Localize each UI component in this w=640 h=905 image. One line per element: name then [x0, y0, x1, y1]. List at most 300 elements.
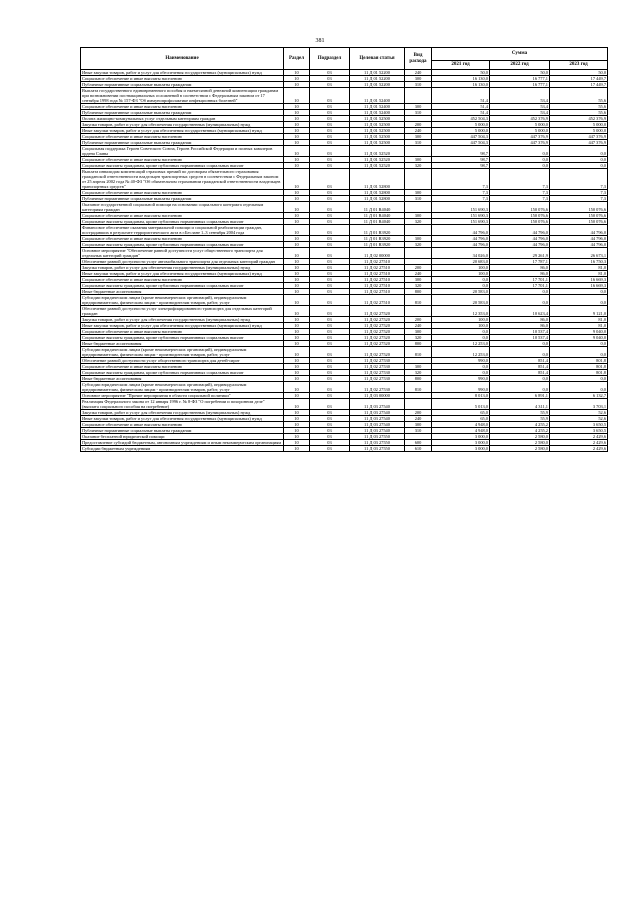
cell-2021: 44 796,0: [432, 242, 490, 248]
cell-2022: 4 255,2: [490, 422, 550, 428]
cell-2022: 0,0: [490, 347, 550, 358]
cell-2021: 100,0: [432, 271, 490, 277]
cell-2022: 5 000,0: [490, 122, 550, 128]
cell-name: Закупка товаров, работ и услуг для обеспечения государственных (муниципальных) нужд: [81, 122, 284, 128]
cell-subsection: 03: [310, 422, 350, 428]
cell-section: 10: [284, 283, 310, 289]
cell-2021: 16 130,0: [432, 82, 490, 88]
cell-name: Субсидии юридическим лицам (кроме некоммерческих организаций), индивидуальным предпринимателям, физическим лицам - производителям товаров, работ, услуг: [81, 382, 284, 393]
cell-kind: 300: [405, 134, 432, 140]
cell-2022: 86,0: [490, 317, 550, 323]
cell-section: 10: [284, 341, 310, 347]
cell-2023: 447 376,9: [550, 134, 608, 140]
cell-2022: 851,4: [490, 358, 550, 364]
cell-kind: [405, 306, 432, 317]
cell-section: 10: [284, 317, 310, 323]
cell-2022: 44 796,0: [490, 242, 550, 248]
cell-2021: 98,7: [432, 157, 490, 163]
cell-target: 11 Д 01 52520: [350, 146, 405, 157]
cell-target: 11 Д 01 R3920: [350, 236, 405, 242]
cell-2022: 86,0: [490, 265, 550, 271]
cell-subsection: 03: [310, 70, 350, 76]
header-year-2021: 2021 год: [432, 61, 490, 70]
cell-2023: 16 750,3: [550, 259, 608, 265]
cell-subsection: 03: [310, 440, 350, 446]
cell-target: 11 Д 01 52200: [350, 70, 405, 76]
cell-subsection: 03: [310, 82, 350, 88]
cell-2021: 65,0: [432, 416, 490, 422]
cell-target: 11 Д 01 52520: [350, 157, 405, 163]
cell-target: 11 Д 02 27510: [350, 295, 405, 306]
cell-2023: 801,8: [550, 358, 608, 364]
cell-name: Социальные выплаты гражданам, кроме публичных нормативных социальных выплат: [81, 163, 284, 169]
cell-2023: 9 121,0: [550, 306, 608, 317]
cell-target: 11 Д 02 27520: [350, 335, 405, 341]
cell-2022: 7,3: [490, 190, 550, 196]
cell-target: 11 Д 03 27540: [350, 428, 405, 434]
cell-kind: 200: [405, 265, 432, 271]
cell-subsection: 03: [310, 376, 350, 382]
cell-2023: 0,0: [550, 376, 608, 382]
cell-2022: 0,0: [490, 341, 550, 347]
cell-2021: 0,0: [432, 277, 490, 283]
cell-kind: [405, 399, 432, 410]
cell-2021: 0,0: [432, 283, 490, 289]
cell-name: Обеспечение равной доступности услуг общественного транспорта для детей-сирот: [81, 358, 284, 364]
cell-2023: 50,0: [550, 70, 608, 76]
cell-2021: 20 583,0: [432, 289, 490, 295]
table-row: [81, 146, 608, 157]
cell-2021: 447 504,3: [432, 134, 490, 140]
cell-name: Оказание бесплатной юридической помощи: [81, 434, 284, 440]
cell-2021: 7,3: [432, 169, 490, 190]
header-kind: Вид расхода: [405, 48, 432, 70]
cell-section: 10: [284, 225, 310, 236]
cell-2023: 0,0: [550, 347, 608, 358]
cell-target: 11 Д 02 27520: [350, 317, 405, 323]
cell-2021: 65,0: [432, 410, 490, 416]
cell-name: Социальные выплаты гражданам, кроме публичных нормативных социальных выплат: [81, 242, 284, 248]
cell-2023: 55,6: [550, 110, 608, 116]
cell-subsection: 03: [310, 169, 350, 190]
cell-kind: 240: [405, 416, 432, 422]
cell-2021: 151 690,3: [432, 202, 490, 213]
cell-name: Субсидии бюджетным учреждениям: [81, 446, 284, 452]
cell-section: 10: [284, 265, 310, 271]
cell-2022: 10 623,4: [490, 306, 550, 317]
cell-2022: 53,4: [490, 88, 550, 104]
cell-2021: 12 353,0: [432, 306, 490, 317]
cell-kind: 300: [405, 364, 432, 370]
cell-name: Социальное обеспечение и иные выплаты населению: [81, 190, 284, 196]
cell-2021: 0,0: [432, 370, 490, 376]
cell-name: Иные бюджетные ассигнования: [81, 341, 284, 347]
cell-subsection: 03: [310, 364, 350, 370]
cell-2023: 3 650,5: [550, 422, 608, 428]
cell-name: Субсидии юридическим лицам (кроме некоммерческих организаций), индивидуальным предпринимателям, физическим лицам - производителям товаров, работ, услуг: [81, 347, 284, 358]
cell-kind: 300: [405, 157, 432, 163]
cell-name: Социальное обеспечение и иные выплаты населению: [81, 213, 284, 219]
cell-subsection: 03: [310, 271, 350, 277]
cell-kind: 310: [405, 428, 432, 434]
cell-2023: 0,0: [550, 289, 608, 295]
cell-2023: 44 796,0: [550, 225, 608, 236]
cell-name: Иные закупки товаров, работ и услуг для обеспечения государственных (муниципальных) нужд: [81, 128, 284, 134]
cell-subsection: 03: [310, 196, 350, 202]
cell-target: 11 Д 01 52200: [350, 82, 405, 88]
cell-2021: 5 013,0: [432, 399, 490, 410]
cell-2021: 151 690,3: [432, 219, 490, 225]
cell-section: 10: [284, 434, 310, 440]
cell-subsection: 03: [310, 236, 350, 242]
cell-subsection: 03: [310, 248, 350, 259]
cell-target: 11 Д 01 52800: [350, 196, 405, 202]
cell-kind: 300: [405, 422, 432, 428]
cell-name: Основное мероприятие "Обеспечение равной доступности услуг общественного транспорта для отдельных категорий граждан": [81, 248, 284, 259]
cell-2021: 0,0: [432, 364, 490, 370]
cell-subsection: 03: [310, 122, 350, 128]
cell-section: 10: [284, 134, 310, 140]
cell-2021: 3 000,0: [432, 434, 490, 440]
cell-2022: 851,4: [490, 370, 550, 376]
cell-2023: 17 449,7: [550, 82, 608, 88]
cell-2021: 98,7: [432, 146, 490, 157]
cell-2022: 0,0: [490, 163, 550, 169]
cell-2023: 3 703,1: [550, 399, 608, 410]
cell-subsection: 03: [310, 446, 350, 452]
cell-kind: 300: [405, 104, 432, 110]
cell-2022: 17 701,1: [490, 283, 550, 289]
cell-2023: 7,3: [550, 169, 608, 190]
cell-name: Публичные нормативные социальные выплаты гражданам: [81, 110, 284, 116]
cell-2022: 10 537,4: [490, 329, 550, 335]
cell-subsection: 03: [310, 399, 350, 410]
cell-section: 10: [284, 104, 310, 110]
cell-2021: 4 948,0: [432, 422, 490, 428]
header-target: Целевая статья: [350, 48, 405, 70]
cell-name: Иные закупки товаров, работ и услуг для обеспечения государственных (муниципальных) нужд: [81, 323, 284, 329]
cell-section: 10: [284, 370, 310, 376]
cell-target: 11 Д 01 52800: [350, 190, 405, 196]
header-subsection: Подраздел: [310, 48, 350, 70]
cell-target: 11 Д 01 R3920: [350, 225, 405, 236]
cell-target: 11 Д 02 27520: [350, 341, 405, 347]
cell-target: 11 Д 03 27550: [350, 446, 405, 452]
cell-2023: 0,0: [550, 382, 608, 393]
cell-2022: 0,0: [490, 295, 550, 306]
cell-2021: 4 948,0: [432, 428, 490, 434]
cell-name: Социальное обеспечение и иные выплаты населению: [81, 157, 284, 163]
cell-name: Оказание государственной социальной помощи на основании социального контракта отдельным категориям граждан: [81, 202, 284, 213]
cell-subsection: 03: [310, 306, 350, 317]
cell-target: 11 Д 01 R4040: [350, 219, 405, 225]
cell-2023: 16 669,3: [550, 283, 608, 289]
header-name: Наименование: [81, 48, 284, 70]
table-row: [81, 347, 608, 358]
cell-2023: 150 076,6: [550, 213, 608, 219]
cell-name: Социальное обеспечение и иные выплаты населению: [81, 134, 284, 140]
cell-name: Социальные выплаты гражданам, кроме публичных нормативных социальных выплат: [81, 335, 284, 341]
cell-name: Обеспечение равной доступности услуг электрифицированного транспорта для отдельных категорий граждан: [81, 306, 284, 317]
cell-kind: 300: [405, 213, 432, 219]
cell-target: 11 Д 02 27510: [350, 259, 405, 265]
cell-target: 11 Д 02 27520: [350, 347, 405, 358]
cell-2023: 44 796,0: [550, 242, 608, 248]
cell-section: 10: [284, 213, 310, 219]
cell-subsection: 03: [310, 140, 350, 146]
cell-kind: 300: [405, 236, 432, 242]
cell-target: 11 Д 02 27510: [350, 283, 405, 289]
cell-2021: 44 796,0: [432, 225, 490, 236]
cell-target: 11 Д 03 00000: [350, 393, 405, 399]
table-row: [81, 295, 608, 306]
cell-name: Закупка товаров, работ и услуг для обеспечения государственных (муниципальных) нужд: [81, 317, 284, 323]
cell-target: 11 Д 02 27530: [350, 370, 405, 376]
cell-section: 10: [284, 323, 310, 329]
cell-section: 10: [284, 358, 310, 364]
cell-kind: 240: [405, 70, 432, 76]
cell-name: Реализация Федерального закона от 12 января 1996 г. № 8-ФЗ "О погребении и похоронном деле" (выплата социального пособия на погребение): [81, 399, 284, 410]
cell-target: 11 Д 02 27510: [350, 289, 405, 295]
cell-kind: 320: [405, 242, 432, 248]
table-row: [81, 399, 608, 410]
cell-name: Иные бюджетные ассигнования: [81, 289, 284, 295]
cell-2021: 5 000,0: [432, 122, 490, 128]
cell-kind: [405, 202, 432, 213]
cell-2023: 452 376,9: [550, 116, 608, 122]
cell-2022: 86,0: [490, 323, 550, 329]
cell-2021: 12 253,0: [432, 341, 490, 347]
cell-2022: 4 311,1: [490, 399, 550, 410]
cell-section: 10: [284, 410, 310, 416]
cell-name: Иные закупки товаров, работ и услуг для обеспечения государственных (муниципальных) нужд: [81, 416, 284, 422]
cell-subsection: 03: [310, 428, 350, 434]
cell-subsection: 03: [310, 225, 350, 236]
cell-name: Иные закупки товаров, работ и услуг для обеспечения государственных (муниципальных) нужд: [81, 271, 284, 277]
cell-section: 10: [284, 128, 310, 134]
cell-2021: 447 504,3: [432, 140, 490, 146]
cell-2021: 50,0: [432, 70, 490, 76]
cell-kind: [405, 225, 432, 236]
cell-2023: 801,8: [550, 364, 608, 370]
cell-2023: 81,0: [550, 265, 608, 271]
cell-section: 10: [284, 236, 310, 242]
cell-section: 10: [284, 422, 310, 428]
cell-kind: 200: [405, 410, 432, 416]
cell-target: 11 Д 02 27510: [350, 277, 405, 283]
cell-2021: 8 013,0: [432, 393, 490, 399]
cell-2023: 55,6: [550, 104, 608, 110]
cell-2022: 10 537,4: [490, 335, 550, 341]
cell-2023: 2 429,6: [550, 434, 608, 440]
cell-section: 10: [284, 347, 310, 358]
cell-2022: 0,0: [490, 382, 550, 393]
cell-kind: 320: [405, 219, 432, 225]
cell-2023: 17 449,7: [550, 76, 608, 82]
cell-2022: 16 777,1: [490, 76, 550, 82]
cell-subsection: 03: [310, 317, 350, 323]
cell-kind: 800: [405, 376, 432, 382]
cell-2021: 5 000,0: [432, 128, 490, 134]
cell-2021: 51,4: [432, 88, 490, 104]
cell-kind: 300: [405, 277, 432, 283]
cell-section: 10: [284, 364, 310, 370]
cell-section: 10: [284, 76, 310, 82]
cell-subsection: 03: [310, 370, 350, 376]
cell-section: 10: [284, 289, 310, 295]
cell-2023: 55,6: [550, 88, 608, 104]
cell-2021: 34 026,0: [432, 248, 490, 259]
cell-subsection: 03: [310, 242, 350, 248]
cell-target: 11 Д 03 27540: [350, 422, 405, 428]
cell-subsection: 03: [310, 128, 350, 134]
cell-target: 11 Д 02 27520: [350, 323, 405, 329]
cell-2022: 0,0: [490, 376, 550, 382]
cell-2023: 5 000,0: [550, 128, 608, 134]
cell-2023: 150 076,6: [550, 202, 608, 213]
cell-2022: 44 796,0: [490, 236, 550, 242]
cell-target: 11 Д 02 27530: [350, 364, 405, 370]
cell-name: Публичные нормативные социальные выплаты гражданам: [81, 82, 284, 88]
cell-subsection: 03: [310, 104, 350, 110]
cell-target: 11 Д 01 52400: [350, 104, 405, 110]
cell-2022: 55,9: [490, 410, 550, 416]
cell-2021: 100,0: [432, 323, 490, 329]
cell-kind: 200: [405, 317, 432, 323]
cell-name: Социальное обеспечение и иные выплаты населению: [81, 104, 284, 110]
cell-name: Финансовое обеспечение оказания материальной помощи и социальной реабилитации граждан, пострадавших в результате террористического акта в г.Беслане 1–3 сентября 2004 года: [81, 225, 284, 236]
cell-subsection: 03: [310, 341, 350, 347]
cell-2023: 44 796,0: [550, 236, 608, 242]
cell-2021: 7,3: [432, 196, 490, 202]
table-row: [81, 225, 608, 236]
budget-table: [80, 47, 608, 452]
cell-target: 11 Д 03 27540: [350, 410, 405, 416]
cell-kind: [405, 248, 432, 259]
cell-section: 10: [284, 382, 310, 393]
cell-2021: 44 796,0: [432, 236, 490, 242]
cell-section: 10: [284, 157, 310, 163]
cell-kind: 810: [405, 295, 432, 306]
cell-2022: 0,0: [490, 146, 550, 157]
cell-kind: [405, 88, 432, 104]
cell-section: 10: [284, 140, 310, 146]
cell-2022: 2 580,0: [490, 440, 550, 446]
cell-2023: 9 040,0: [550, 335, 608, 341]
cell-kind: 320: [405, 370, 432, 376]
cell-target: 11 Д 01 R4040: [350, 213, 405, 219]
cell-kind: 810: [405, 382, 432, 393]
cell-2023: 0,0: [550, 146, 608, 157]
cell-section: 10: [284, 82, 310, 88]
cell-2021: 990,0: [432, 376, 490, 382]
table-row: [81, 446, 608, 452]
cell-2023: 26 673,1: [550, 248, 608, 259]
table-row: [81, 202, 608, 213]
cell-2023: 447 376,9: [550, 140, 608, 146]
cell-2022: 2 580,0: [490, 446, 550, 452]
cell-section: 10: [284, 399, 310, 410]
cell-2023: 9 040,0: [550, 329, 608, 335]
cell-subsection: 03: [310, 163, 350, 169]
cell-name: Обеспечение равной доступности услуг автомобильного транспорта для отдельных категорий граждан: [81, 259, 284, 265]
cell-target: 11 Д 01 52500: [350, 122, 405, 128]
cell-2023: 7,3: [550, 190, 608, 196]
cell-subsection: 03: [310, 335, 350, 341]
cell-section: 10: [284, 329, 310, 335]
cell-2023: 81,0: [550, 323, 608, 329]
cell-2022: 6 891,1: [490, 393, 550, 399]
cell-2022: 7,3: [490, 196, 550, 202]
cell-kind: 310: [405, 82, 432, 88]
cell-subsection: 03: [310, 323, 350, 329]
cell-kind: 320: [405, 335, 432, 341]
cell-kind: 300: [405, 190, 432, 196]
cell-subsection: 03: [310, 219, 350, 225]
cell-name: Предоставление субсидий бюджетным, автономным учреждениям и иным некоммерческим организациям: [81, 440, 284, 446]
cell-kind: 810: [405, 347, 432, 358]
cell-section: 10: [284, 163, 310, 169]
cell-2023: 0,0: [550, 157, 608, 163]
cell-2021: 20 683,0: [432, 259, 490, 265]
cell-name: Иные бюджетные ассигнования: [81, 376, 284, 382]
cell-section: 10: [284, 242, 310, 248]
cell-2022: 53,4: [490, 110, 550, 116]
cell-2023: 2 429,6: [550, 446, 608, 452]
cell-target: 11 Д 02 27530: [350, 382, 405, 393]
cell-2023: 0,0: [550, 295, 608, 306]
cell-2021: 151 690,3: [432, 213, 490, 219]
cell-2022: 17 787,1: [490, 259, 550, 265]
cell-kind: 240: [405, 128, 432, 134]
cell-section: 10: [284, 295, 310, 306]
cell-kind: 310: [405, 196, 432, 202]
cell-subsection: 03: [310, 358, 350, 364]
cell-subsection: 03: [310, 416, 350, 422]
cell-target: 11 Д 02 27510: [350, 271, 405, 277]
cell-section: 10: [284, 196, 310, 202]
cell-name: Выплата инвалидам компенсаций страховых премий по договорам обязательного страхования гражданской ответственности владельцев транспортных средств в соответствии с Федеральным законом от 25 апреля 2002 года № 40-ФЗ "Об обязательном страховании гражданской ответственности владельцев транспортных средств": [81, 169, 284, 190]
cell-section: 10: [284, 277, 310, 283]
cell-2022: 0,0: [490, 157, 550, 163]
cell-target: 11 Д 02 27530: [350, 358, 405, 364]
cell-name: Публичные нормативные социальные выплаты гражданам: [81, 196, 284, 202]
cell-subsection: 03: [310, 202, 350, 213]
cell-target: 11 Д 02 27520: [350, 306, 405, 317]
cell-2023: 81,0: [550, 317, 608, 323]
cell-kind: 800: [405, 289, 432, 295]
cell-section: 10: [284, 122, 310, 128]
cell-target: 11 Д 01 52520: [350, 163, 405, 169]
cell-section: 10: [284, 190, 310, 196]
cell-name: Социальное обеспечение и иные выплаты населению: [81, 76, 284, 82]
cell-2023: 0,0: [550, 163, 608, 169]
cell-2022: 0,0: [490, 289, 550, 295]
cell-2022: 29 261,9: [490, 248, 550, 259]
cell-subsection: 03: [310, 116, 350, 122]
cell-kind: 800: [405, 341, 432, 347]
table-row: [81, 248, 608, 259]
cell-name: Публичные нормативные социальные выплаты гражданам: [81, 428, 284, 434]
cell-2022: 150 076,6: [490, 213, 550, 219]
cell-name: Социальное обеспечение и иные выплаты населению: [81, 329, 284, 335]
cell-2022: 55,9: [490, 416, 550, 422]
cell-section: 10: [284, 446, 310, 452]
cell-subsection: 03: [310, 76, 350, 82]
cell-section: 10: [284, 335, 310, 341]
cell-name: Закупка товаров, работ и услуг для обеспечения государственных (муниципальных) нужд: [81, 410, 284, 416]
cell-target: 11 Д 03 27550: [350, 434, 405, 440]
